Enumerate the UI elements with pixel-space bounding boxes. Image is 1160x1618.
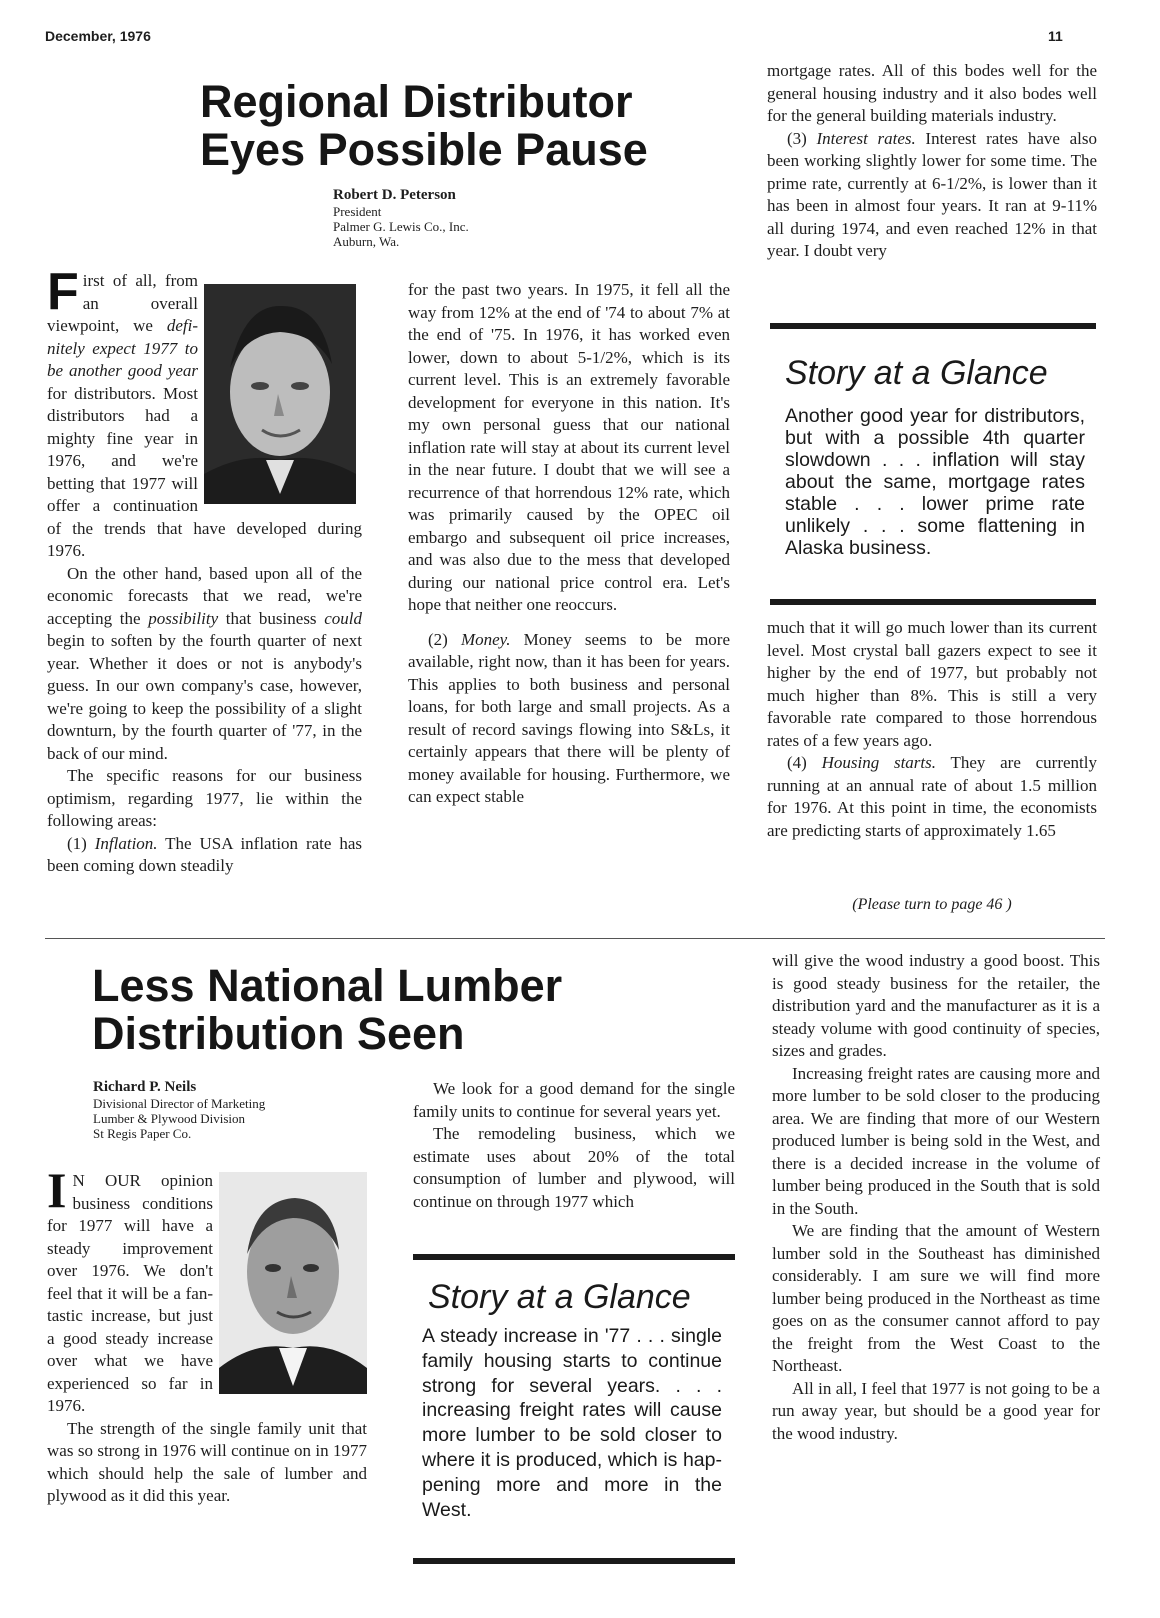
article2-text: The remodeling business, which we estimate uses about 20% of the total consumption of lumber and plywood, will continue on through 1977 which [413, 1124, 735, 1211]
article1-text: that business [218, 608, 325, 628]
article1-title-line2: Eyes Possible Pause [200, 124, 648, 175]
article2-title-line1: Less National Lumber [92, 960, 563, 1011]
article1-text: They are currently running at an annual rate of about 1.5 million for 1976. At this point in time, the economists are predicting starts of approximately 1.65 [767, 753, 1097, 840]
glance2-body: A steady increase in '77 . . . single family housing starts to continue strong for several years. . . . increasing freight rates will cause more lumber to be sold closer to where it is produced, which is happening more and more in the West. [422, 1325, 722, 1521]
article2-text: will give the wood industry a good boost. This is good steady business for the retailer, the distribution yard and the manufacturer as it is a steady volume with good continuity of species, sizes and grades. [772, 951, 1100, 1060]
article1-dropcap: F [47, 263, 79, 321]
issue-date: December, 1976 [45, 28, 151, 44]
article2-author-name: Richard P. Neils [93, 1079, 197, 1095]
article1-headline [200, 78, 720, 174]
article2-author-division: Lumber & Plywood Division [93, 1111, 246, 1126]
article1-author-company: Palmer G. Lewis Co., Inc. [333, 219, 469, 234]
glance1-title: Story at a Glance [785, 354, 1048, 392]
article1-text-italic: Money. [460, 629, 511, 649]
article1-column3-bottom [767, 617, 1097, 842]
article1-column2 [408, 279, 730, 809]
glance2-bottom-rule [413, 1558, 735, 1564]
article2-title-line2: Distribution Seen [92, 1008, 465, 1059]
article2-byline [93, 1078, 265, 1141]
author-photo-neils [219, 1172, 367, 1394]
glance1-top-rule [770, 323, 1096, 329]
article2-dropcap: I [47, 1162, 67, 1218]
article2-text: We look for a good demand for the single family units to continue for several years yet. [413, 1079, 735, 1121]
article2-column2 [413, 1078, 735, 1213]
article1-text: (3) [787, 128, 817, 148]
article2-column1 [47, 1162, 367, 1508]
article1-text-italic: could [324, 608, 362, 628]
article1-text: much that it will go much lower than its current level. Most crystal ball gazers expect to see it higher by the end of 1977, but probably not much higher than 8%. This is still a very favorable rate compared to those horrendous rates of a few years ago. [767, 618, 1097, 750]
article1-text: On the other hand, based upon all of the economic forecasts that we read, we're accepting the [47, 563, 362, 628]
page-number: 11 [1048, 28, 1063, 44]
article1-text: (1) [67, 833, 95, 853]
article1-text: Money seems to be more available, right now, than it has been for years. This applies to both business and personal loans, for both large and small projects. As a result of record savings flowing into S&Ls, it certainly appears that there will be plenty of money available for housing. Furthermore, we can expect stable [408, 629, 730, 806]
article1-column3-top [767, 60, 1097, 263]
article1-text: The specific reasons for our business optimism, regarding 1977, lie within the following areas: [47, 766, 362, 830]
article1-text: irst of all, from an overall viewpoint, we [47, 271, 198, 335]
article1-text: The USA inflation rate has been coming down steadily [47, 833, 362, 875]
author-photo-peterson [204, 284, 356, 504]
article1-author-title: President [333, 204, 382, 219]
article2-text: The strength of the single family unit that was so strong in 1976 will continue on in 1977 which should help the sale of lumber and plywood as it did this year. [47, 1418, 367, 1505]
continued-notice: (Please turn to page 46 ) [852, 896, 1012, 913]
article2-text: N OUR opinion business conditions for 1977 will have a steady improvement over 1976. We don't feel that it will be a fantastic increase, but just a good steady increase over what we have experienced so far in 1976. [47, 1171, 213, 1415]
article1-text-italic: Interest rates. [816, 128, 916, 148]
article1-text-italic: Inflation. [94, 833, 158, 853]
article2-author-company: St Regis Paper Co. [93, 1126, 192, 1141]
article1-text: Interest rates have also been working slightly lower for some time. The prime rate, currently at 6-1/2%, is lower than it has been in almost four years. It ran at 9-11% all during 1974, and even reached 12% in that year. I doubt very [767, 128, 1097, 260]
glance2-title: Story at a Glance [428, 1278, 691, 1316]
article1-text: mortgage rates. All of this bodes well for the general housing industry and it also bodes well for the general building materials industry. [767, 61, 1097, 125]
article1-text: (2) [428, 629, 461, 649]
article1-text: for distributors. Most distributors had a mighty fine year in 1976, and we're betting that 1977 will offer a continuation of the trends that have developed during 1976. [47, 383, 362, 560]
article1-author-name: Robert D. Peterson [333, 187, 456, 203]
article2-text: We are finding that the amount of Western lumber sold in the Southeast has diminished considerably. I am sure we will find more lumber being produced in the Northeast as time goes on as the consumer cannot afford to pay the freight from the West Coast to the Northeast. [772, 1221, 1100, 1375]
article1-title-line1: Regional Distributor [200, 76, 633, 127]
article1-text: (4) [787, 753, 822, 772]
article2-headline [92, 962, 712, 1058]
glance2-top-rule [413, 1254, 735, 1260]
article1-byline [333, 186, 469, 249]
article1-text-italic: definitely expect 1977 to be another good year [47, 316, 198, 380]
article2-text: All in all, I feel that 1977 is not going to be a run away year, but should be a good year for the wood industry. [772, 1378, 1100, 1443]
glance1-body: Another good year for distributors, but with a possible 4th quarter slowdown . . . inflation will stay about the same, mortgage rates stable . . . lower prime rate unlikely . . . some flattening in Alaska business. [785, 405, 1085, 559]
article1-text: begin to soften by the fourth quarter of next year. Whether it does or not is anybody's guess. In our own company's case, however, we're going to keep the possibility of a slight downturn, by the fourth quarter of '77, in the back of our mind. [47, 631, 362, 763]
article1-text: for the past two years. In 1975, it fell all the way from 12% at the end of '74 to about 7% at the end of '75. In 1976, it has worked even lower, down to about 5-1/2%, which is its current level. This is an extremely favorable development for everyone in this nation. It's my own personal guess that our national inflation rate will stay at about its current level in the near future. I doubt that we will see a recurrence of that horrendous 12% rate, which was primarily caused by the OPEC oil embargo and subsequent oil price increases, and was also due to the mess that developed during our national price control era. Let's hope that neither one reoccurs. [408, 280, 730, 614]
article1-author-location: Auburn, Wa. [333, 234, 400, 249]
article2-column3 [772, 950, 1100, 1445]
article2-author-title: Divisional Director of Marketing [93, 1096, 266, 1111]
article1-column1 [47, 263, 362, 878]
article1-text-italic: possibility [148, 608, 219, 628]
article1-text-italic: Housing starts. [821, 753, 936, 772]
article2-text: Increasing freight rates are causing more and more lumber to be sold closer to the producing area. We are finding that more of our Western produced lumber is being sold in the West, and there is a decided increase in the volume of lumber being produced in the South that is sold in the South. [772, 1063, 1100, 1218]
glance1-bottom-rule [770, 599, 1096, 605]
article-divider [45, 938, 1105, 939]
